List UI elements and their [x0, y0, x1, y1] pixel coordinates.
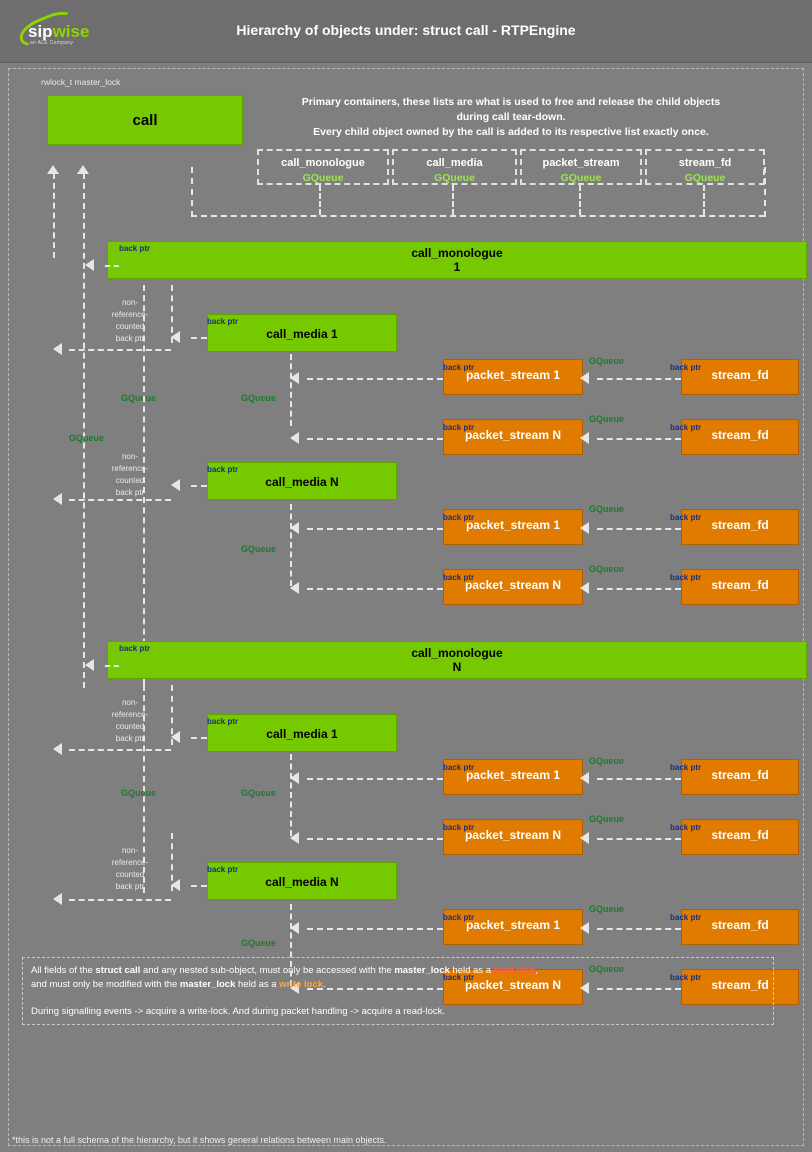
gqueue-label-media-N-g2: GQueue — [241, 938, 277, 948]
arrow-left-nrc-media-1-icon — [53, 343, 62, 355]
container-stem-packetstream — [579, 185, 581, 215]
node-packet-stream-Na-name: packet_stream — [464, 428, 550, 442]
back-ptr-label-sfd-Nc: back ptr — [670, 823, 702, 832]
node-packet-stream-1c-num: 1 — [553, 768, 561, 782]
connector-sfd-1a — [597, 378, 681, 380]
container-packet-stream-type: GQueue — [560, 172, 602, 184]
back-ptr-label-sfd-Nb: back ptr — [670, 573, 702, 582]
container-call-media — [392, 149, 517, 185]
node-call-monologue-1-name: call_monologue — [411, 246, 503, 260]
call-node: call — [47, 95, 243, 145]
call-left-vline — [53, 173, 55, 258]
back-ptr-label-monologue-1: back ptr — [119, 244, 151, 253]
gqueue-label-sfd-1a: GQueue — [589, 356, 625, 366]
node-call-monologue-N-num: N — [452, 660, 462, 674]
primary-containers-note-line1: Primary containers, these lists are what is used to free and release the child objects — [301, 96, 721, 108]
back-ptr-label-sfd-Nd: back ptr — [670, 973, 702, 982]
container-packet-stream — [520, 149, 642, 185]
back-ptr-label-ps-1c: back ptr — [443, 763, 475, 772]
back-ptr-label-ps-Nc: back ptr — [443, 823, 475, 832]
connector-media-1-g2 — [191, 737, 207, 739]
back-ptr-label-ps-Nd: back ptr — [443, 973, 475, 982]
node-call-monologue-N — [107, 641, 807, 679]
arrow-left-sfd-Na-icon — [580, 432, 589, 444]
container-stem-monologue — [319, 185, 321, 215]
call-right-vline — [83, 173, 85, 688]
back-ptr-label-media-1-g2: back ptr — [207, 717, 239, 726]
gqueue-label-sfd-Na: GQueue — [589, 414, 625, 424]
locking-note-line2: and must only be modified with the master_lock held as a write lock. — [31, 979, 326, 990]
arrow-left-nrc-media-N-icon — [53, 493, 62, 505]
node-call-media-N-g2-name: call_media — [265, 875, 327, 889]
node-stream-fd-1a-name: stream_fd — [711, 368, 769, 382]
connector-nrc-media-N-g2 — [69, 899, 171, 901]
back-ptr-label-sfd-1c: back ptr — [670, 763, 702, 772]
vline-media-1-g2-children — [290, 754, 292, 836]
nrc-label-media-N: non- reference- counted back ptr — [111, 452, 149, 497]
arrow-left-sfd-1d-icon — [580, 922, 589, 934]
arrow-left-sfd-1a-icon — [580, 372, 589, 384]
gqueue-label-monologue-1: GQueue — [121, 393, 157, 403]
connector-sfd-Nb — [597, 588, 681, 590]
nrc-label-media-1-g2: non- reference- counted back ptr — [111, 698, 149, 743]
back-ptr-label-media-N-g2: back ptr — [207, 865, 239, 874]
node-stream-fd-1d-name: stream_fd — [711, 918, 769, 932]
node-packet-stream-Na-num: N — [552, 428, 562, 442]
container-packet-stream-name: packet_stream — [542, 157, 620, 169]
node-packet-stream-Nb-num: N — [552, 578, 562, 592]
back-ptr-label-sfd-1b: back ptr — [670, 513, 702, 522]
node-packet-stream-1b-num: 1 — [553, 518, 561, 532]
container-stream-fd-type: GQueue — [684, 172, 726, 184]
arrow-left-ps-Nc-icon — [290, 832, 299, 844]
connector-media-N — [191, 485, 207, 487]
arrow-left-monologue-1-icon — [85, 259, 94, 271]
node-stream-fd-1b-name: stream_fd — [711, 518, 769, 532]
arrow-left-sfd-1c-icon — [580, 772, 589, 784]
node-call-media-1-g2-name: call_media — [266, 727, 328, 741]
vline-media-1 — [171, 285, 173, 343]
container-stream-fd-name: stream_fd — [678, 157, 732, 169]
connector-monologue-N — [105, 665, 119, 667]
node-packet-stream-Nd-name: packet_stream — [464, 978, 550, 992]
node-stream-fd-Nc-name: stream_fd — [711, 828, 769, 842]
container-stem-media — [452, 185, 454, 215]
arrow-left-media-N-g2-icon — [171, 879, 180, 891]
gqueue-label-sfd-Nc: GQueue — [589, 814, 625, 824]
back-ptr-label-ps-Na: back ptr — [443, 423, 475, 432]
connector-ps-1d — [307, 928, 443, 930]
gqueue-label-media-1: GQueue — [241, 393, 277, 403]
nrc-label-media-1: non- reference- counted back ptr — [111, 298, 149, 343]
gqueue-label-sfd-1c: GQueue — [589, 756, 625, 766]
node-packet-stream-1a-name: packet_stream — [465, 368, 551, 382]
connector-sfd-1b — [597, 528, 681, 530]
locking-note-line1: All fields of the struct call and any nested sub-object, must only be accessed with the master_lock held as a read lock, — [31, 965, 538, 976]
node-call-media-1-num: 1 — [331, 327, 338, 341]
node-call-monologue-1-num: 1 — [453, 260, 461, 274]
container-call-monologue — [257, 149, 389, 185]
node-packet-stream-1d-name: packet_stream — [465, 918, 551, 932]
container-bracket-left — [191, 167, 193, 217]
back-ptr-label-ps-1a: back ptr — [443, 363, 475, 372]
back-ptr-label-media-1: back ptr — [207, 317, 239, 326]
connector-ps-1b — [307, 528, 443, 530]
node-call-monologue-N-name: call_monologue — [411, 646, 503, 660]
container-call-monologue-name: call_monologue — [281, 157, 365, 169]
vline-media-1-g2 — [171, 685, 173, 745]
back-ptr-label-ps-Nb: back ptr — [443, 573, 475, 582]
node-stream-fd-1c-name: stream_fd — [711, 768, 769, 782]
gqueue-label-monologue-N: GQueue — [121, 788, 157, 798]
arrow-left-ps-Na-icon — [290, 432, 299, 444]
node-packet-stream-1d-num: 1 — [553, 918, 561, 932]
connector-monologue-1 — [105, 265, 119, 267]
back-ptr-label-monologue-N: back ptr — [119, 644, 151, 653]
connector-sfd-Nc — [597, 838, 681, 840]
connector-ps-Nb — [307, 588, 443, 590]
connector-nrc-media-N — [69, 499, 171, 501]
node-call-media-N-name: call_media — [265, 475, 327, 489]
back-ptr-label-ps-1b: back ptr — [443, 513, 475, 522]
gqueue-label-sfd-Nd: GQueue — [589, 964, 625, 974]
gqueue-label-call-left: GQueue — [69, 433, 105, 443]
connector-ps-1c — [307, 778, 443, 780]
node-packet-stream-Nb-name: packet_stream — [464, 578, 550, 592]
rwlock-label: rwlock_t master_lock — [41, 77, 121, 87]
page-title: Hierarchy of objects under: struct call - RTPEngine — [236, 22, 576, 38]
connector-sfd-Na — [597, 438, 681, 440]
connector-ps-1a — [307, 378, 443, 380]
node-packet-stream-1a-num: 1 — [553, 368, 561, 382]
arrow-left-media-N-icon — [171, 479, 180, 491]
back-ptr-label-sfd-1a: back ptr — [670, 363, 702, 372]
vline-media-1-children — [290, 354, 292, 426]
container-bracket-bottom — [191, 215, 765, 217]
back-ptr-label-sfd-Na: back ptr — [670, 423, 702, 432]
arrow-left-nrc-media-N-g2-icon — [53, 893, 62, 905]
nrc-label-media-N-g2: non- reference- counted back ptr — [111, 846, 149, 891]
node-packet-stream-1b-name: packet_stream — [465, 518, 551, 532]
node-call-media-1-g2-num: 1 — [331, 727, 338, 741]
arrow-left-sfd-1b-icon — [580, 522, 589, 534]
node-packet-stream-Nd-num: N — [552, 978, 562, 992]
gqueue-label-media-1-g2: GQueue — [241, 788, 277, 798]
gqueue-label-sfd-1d: GQueue — [589, 904, 625, 914]
logo-text-accent: wise — [52, 22, 90, 41]
node-call-monologue-1 — [107, 241, 807, 279]
container-stream-fd — [645, 149, 765, 185]
connector-media-1 — [191, 337, 207, 339]
node-stream-fd-Nd-name: stream_fd — [711, 978, 769, 992]
arrow-left-nrc-media-1-g2-icon — [53, 743, 62, 755]
primary-containers-note-line3: Every child object owned by the call is added to its respective list exactly once. — [313, 126, 709, 138]
container-stem-streamfd — [703, 185, 705, 215]
app-header — [0, 0, 812, 63]
back-ptr-label-media-N: back ptr — [207, 465, 239, 474]
connector-ps-Na — [307, 438, 443, 440]
node-call-media-N-g2-num: N — [330, 875, 339, 889]
locking-note-line3: During signalling events -> acquire a write-lock. And during packet handling -> acquire a read-lock. — [31, 1006, 446, 1017]
connector-sfd-1c — [597, 778, 681, 780]
locking-note-box — [22, 957, 774, 1025]
gqueue-label-sfd-Nb: GQueue — [589, 564, 625, 574]
node-stream-fd-Na-name: stream_fd — [711, 428, 769, 442]
gqueue-label-media-N: GQueue — [241, 544, 277, 554]
logo-tagline: an ALE Company — [30, 40, 74, 46]
arrow-left-ps-Nb-icon — [290, 582, 299, 594]
connector-media-N-g2 — [191, 885, 207, 887]
node-call-media-N-num: N — [330, 475, 339, 489]
arrow-left-sfd-Nb-icon — [580, 582, 589, 594]
schema-disclaimer: *this is not a full schema of the hierarchy, but it shows general relations between main objects. — [12, 1135, 387, 1145]
node-stream-fd-Nb-name: stream_fd — [711, 578, 769, 592]
node-call-media-1-name: call_media — [266, 327, 328, 341]
back-ptr-label-sfd-1d: back ptr — [670, 913, 702, 922]
container-call-media-type: GQueue — [434, 172, 475, 184]
container-call-monologue-type: GQueue — [302, 172, 344, 184]
node-packet-stream-1c-name: packet_stream — [465, 768, 551, 782]
arrow-left-monologue-N-icon — [85, 659, 94, 671]
back-ptr-label-ps-1d: back ptr — [443, 913, 475, 922]
primary-containers-note-line2: during call tear-down. — [456, 111, 566, 123]
vline-media-N-children — [290, 504, 292, 586]
connector-sfd-1d — [597, 928, 681, 930]
connector-nrc-media-1 — [69, 349, 171, 351]
container-call-media-name: call_media — [426, 157, 483, 169]
logo-text-main: sip — [28, 22, 53, 41]
node-packet-stream-Nc-name: packet_stream — [464, 828, 550, 842]
node-packet-stream-Nc-num: N — [552, 828, 562, 842]
container-bracket-right — [764, 167, 766, 217]
connector-nrc-media-1-g2 — [69, 749, 171, 751]
gqueue-label-sfd-1b: GQueue — [589, 504, 625, 514]
arrow-left-sfd-Nc-icon — [580, 832, 589, 844]
connector-ps-Nc — [307, 838, 443, 840]
